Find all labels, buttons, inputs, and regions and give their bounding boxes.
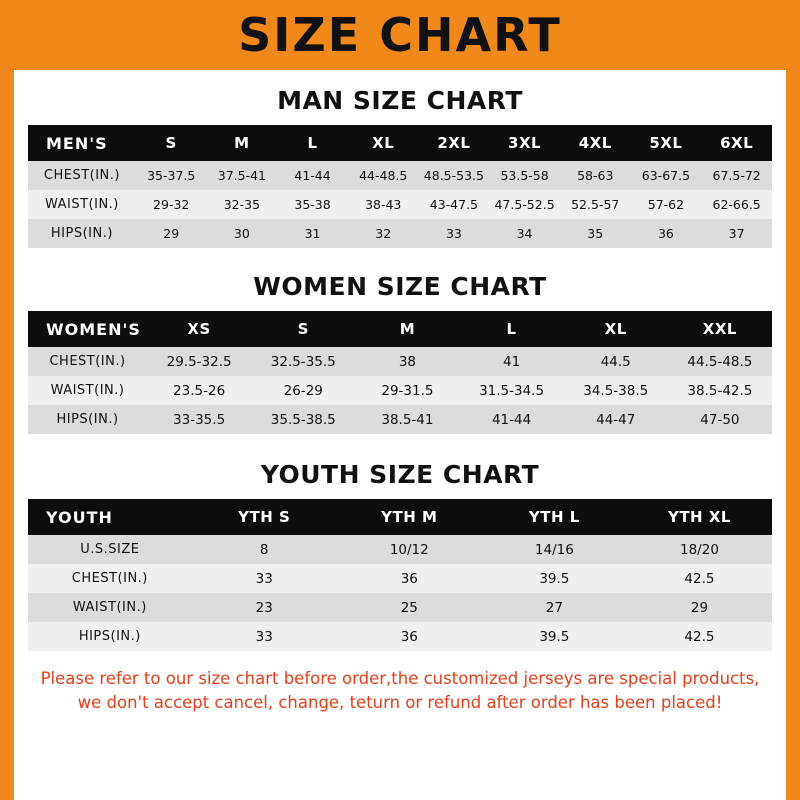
women-waist-xl: 34.5-38.5: [564, 376, 668, 405]
man-col-4xl: 4XL: [560, 125, 631, 161]
man-col-m: M: [207, 125, 278, 161]
man-hips-6xl: 37: [701, 219, 772, 248]
man-hips-3xl: 34: [489, 219, 560, 248]
table-header-row: [28, 311, 772, 347]
women-hips-s: 35.5-38.5: [251, 405, 355, 434]
man-hips-4xl: 35: [560, 219, 631, 248]
man-col-s: S: [136, 125, 207, 161]
youth-waist-s: 23: [192, 593, 337, 622]
youth-col-xl: YTH XL: [627, 499, 772, 535]
youth-row-waist-label: WAIST(IN.): [28, 593, 192, 622]
youth-hips-xl: 42.5: [627, 622, 772, 651]
table-row: [28, 376, 772, 405]
youth-waist-xl: 29: [627, 593, 772, 622]
women-chest-m: 38: [355, 347, 459, 376]
table-row: [28, 161, 772, 190]
man-chest-4xl: 58-63: [560, 161, 631, 190]
table-row: [28, 190, 772, 219]
women-col-l: L: [460, 311, 564, 347]
youth-row-hips-label: HIPS(IN.): [28, 622, 192, 651]
women-size-table: [28, 311, 772, 434]
man-chest-m: 37.5-41: [207, 161, 278, 190]
man-hips-s: 29: [136, 219, 207, 248]
man-row-waist-label: WAIST(IN.): [28, 190, 136, 219]
women-waist-xs: 23.5-26: [147, 376, 251, 405]
content: [14, 86, 786, 715]
women-chest-xs: 29.5-32.5: [147, 347, 251, 376]
man-waist-3xl: 47.5-52.5: [489, 190, 560, 219]
women-col-s: S: [251, 311, 355, 347]
women-col-xs: XS: [147, 311, 251, 347]
table-row: [28, 535, 772, 564]
man-row-chest-label: CHEST(IN.): [28, 161, 136, 190]
man-waist-xl: 38-43: [348, 190, 419, 219]
man-col-3xl: 3XL: [489, 125, 560, 161]
youth-ussize-s: 8: [192, 535, 337, 564]
women-hips-m: 38.5-41: [355, 405, 459, 434]
banner: [14, 0, 786, 70]
man-col-5xl: 5XL: [631, 125, 702, 161]
youth-table-corner: YOUTH: [28, 499, 192, 535]
youth-col-l: YTH L: [482, 499, 627, 535]
youth-ussize-l: 14/16: [482, 535, 627, 564]
man-chest-3xl: 53.5-58: [489, 161, 560, 190]
footer-note-line-2: we don't accept cancel, change, teturn or refund after order has been placed!: [77, 692, 723, 712]
women-row-chest-label: CHEST(IN.): [28, 347, 147, 376]
youth-chest-m: 36: [337, 564, 482, 593]
table-row: [28, 405, 772, 434]
table-row: [28, 347, 772, 376]
women-chest-xl: 44.5: [564, 347, 668, 376]
youth-waist-m: 25: [337, 593, 482, 622]
man-row-hips-label: HIPS(IN.): [28, 219, 136, 248]
man-waist-l: 35-38: [277, 190, 348, 219]
women-col-xl: XL: [564, 311, 668, 347]
table-row: [28, 622, 772, 651]
table-row: [28, 593, 772, 622]
table-header-row: [28, 499, 772, 535]
women-hips-l: 41-44: [460, 405, 564, 434]
man-hips-2xl: 33: [419, 219, 490, 248]
man-hips-xl: 32: [348, 219, 419, 248]
women-chest-xxl: 44.5-48.5: [668, 347, 772, 376]
youth-hips-m: 36: [337, 622, 482, 651]
women-chest-s: 32.5-35.5: [251, 347, 355, 376]
man-waist-6xl: 62-66.5: [701, 190, 772, 219]
women-waist-l: 31.5-34.5: [460, 376, 564, 405]
man-chest-6xl: 67.5-72: [701, 161, 772, 190]
man-chest-l: 41-44: [277, 161, 348, 190]
man-hips-l: 31: [277, 219, 348, 248]
women-col-xxl: XXL: [668, 311, 772, 347]
man-size-table: [28, 125, 772, 248]
man-chest-2xl: 48.5-53.5: [419, 161, 490, 190]
women-waist-s: 26-29: [251, 376, 355, 405]
youth-hips-l: 39.5: [482, 622, 627, 651]
women-hips-xl: 44-47: [564, 405, 668, 434]
youth-hips-s: 33: [192, 622, 337, 651]
youth-ussize-m: 10/12: [337, 535, 482, 564]
women-waist-m: 29-31.5: [355, 376, 459, 405]
man-section-title: MAN SIZE CHART: [277, 86, 523, 115]
man-chest-xl: 44-48.5: [348, 161, 419, 190]
man-waist-m: 32-35: [207, 190, 278, 219]
youth-chest-s: 33: [192, 564, 337, 593]
man-hips-m: 30: [207, 219, 278, 248]
youth-col-s: YTH S: [192, 499, 337, 535]
man-col-6xl: 6XL: [701, 125, 772, 161]
page-title: SIZE CHART: [238, 8, 562, 62]
man-col-2xl: 2XL: [419, 125, 490, 161]
youth-row-ussize-label: U.S.SIZE: [28, 535, 192, 564]
man-col-l: L: [277, 125, 348, 161]
footer-note-line-1: Please refer to our size chart before order,the customized jerseys are special products,: [40, 669, 760, 688]
women-chest-l: 41: [460, 347, 564, 376]
man-col-xl: XL: [348, 125, 419, 161]
women-row-waist-label: WAIST(IN.): [28, 376, 147, 405]
women-waist-xxl: 38.5-42.5: [668, 376, 772, 405]
youth-col-m: YTH M: [337, 499, 482, 535]
table-row: [28, 219, 772, 248]
man-chest-s: 35-37.5: [136, 161, 207, 190]
man-chest-5xl: 63-67.5: [631, 161, 702, 190]
youth-row-chest-label: CHEST(IN.): [28, 564, 192, 593]
table-header-row: [28, 125, 772, 161]
man-waist-2xl: 43-47.5: [419, 190, 490, 219]
women-section-title: WOMEN SIZE CHART: [253, 272, 547, 301]
youth-section-title: YOUTH SIZE CHART: [260, 460, 540, 489]
man-waist-5xl: 57-62: [631, 190, 702, 219]
youth-chest-l: 39.5: [482, 564, 627, 593]
youth-chest-xl: 42.5: [627, 564, 772, 593]
women-hips-xxl: 47-50: [668, 405, 772, 434]
women-hips-xs: 33-35.5: [147, 405, 251, 434]
youth-size-table: [28, 499, 772, 651]
women-row-hips-label: HIPS(IN.): [28, 405, 147, 434]
footer-note: [28, 667, 772, 715]
man-table-corner: MEN'S: [28, 125, 136, 161]
man-waist-s: 29-32: [136, 190, 207, 219]
youth-ussize-xl: 18/20: [627, 535, 772, 564]
youth-waist-l: 27: [482, 593, 627, 622]
table-row: [28, 564, 772, 593]
women-table-corner: WOMEN'S: [28, 311, 147, 347]
man-hips-5xl: 36: [631, 219, 702, 248]
women-col-m: M: [355, 311, 459, 347]
man-waist-4xl: 52.5-57: [560, 190, 631, 219]
